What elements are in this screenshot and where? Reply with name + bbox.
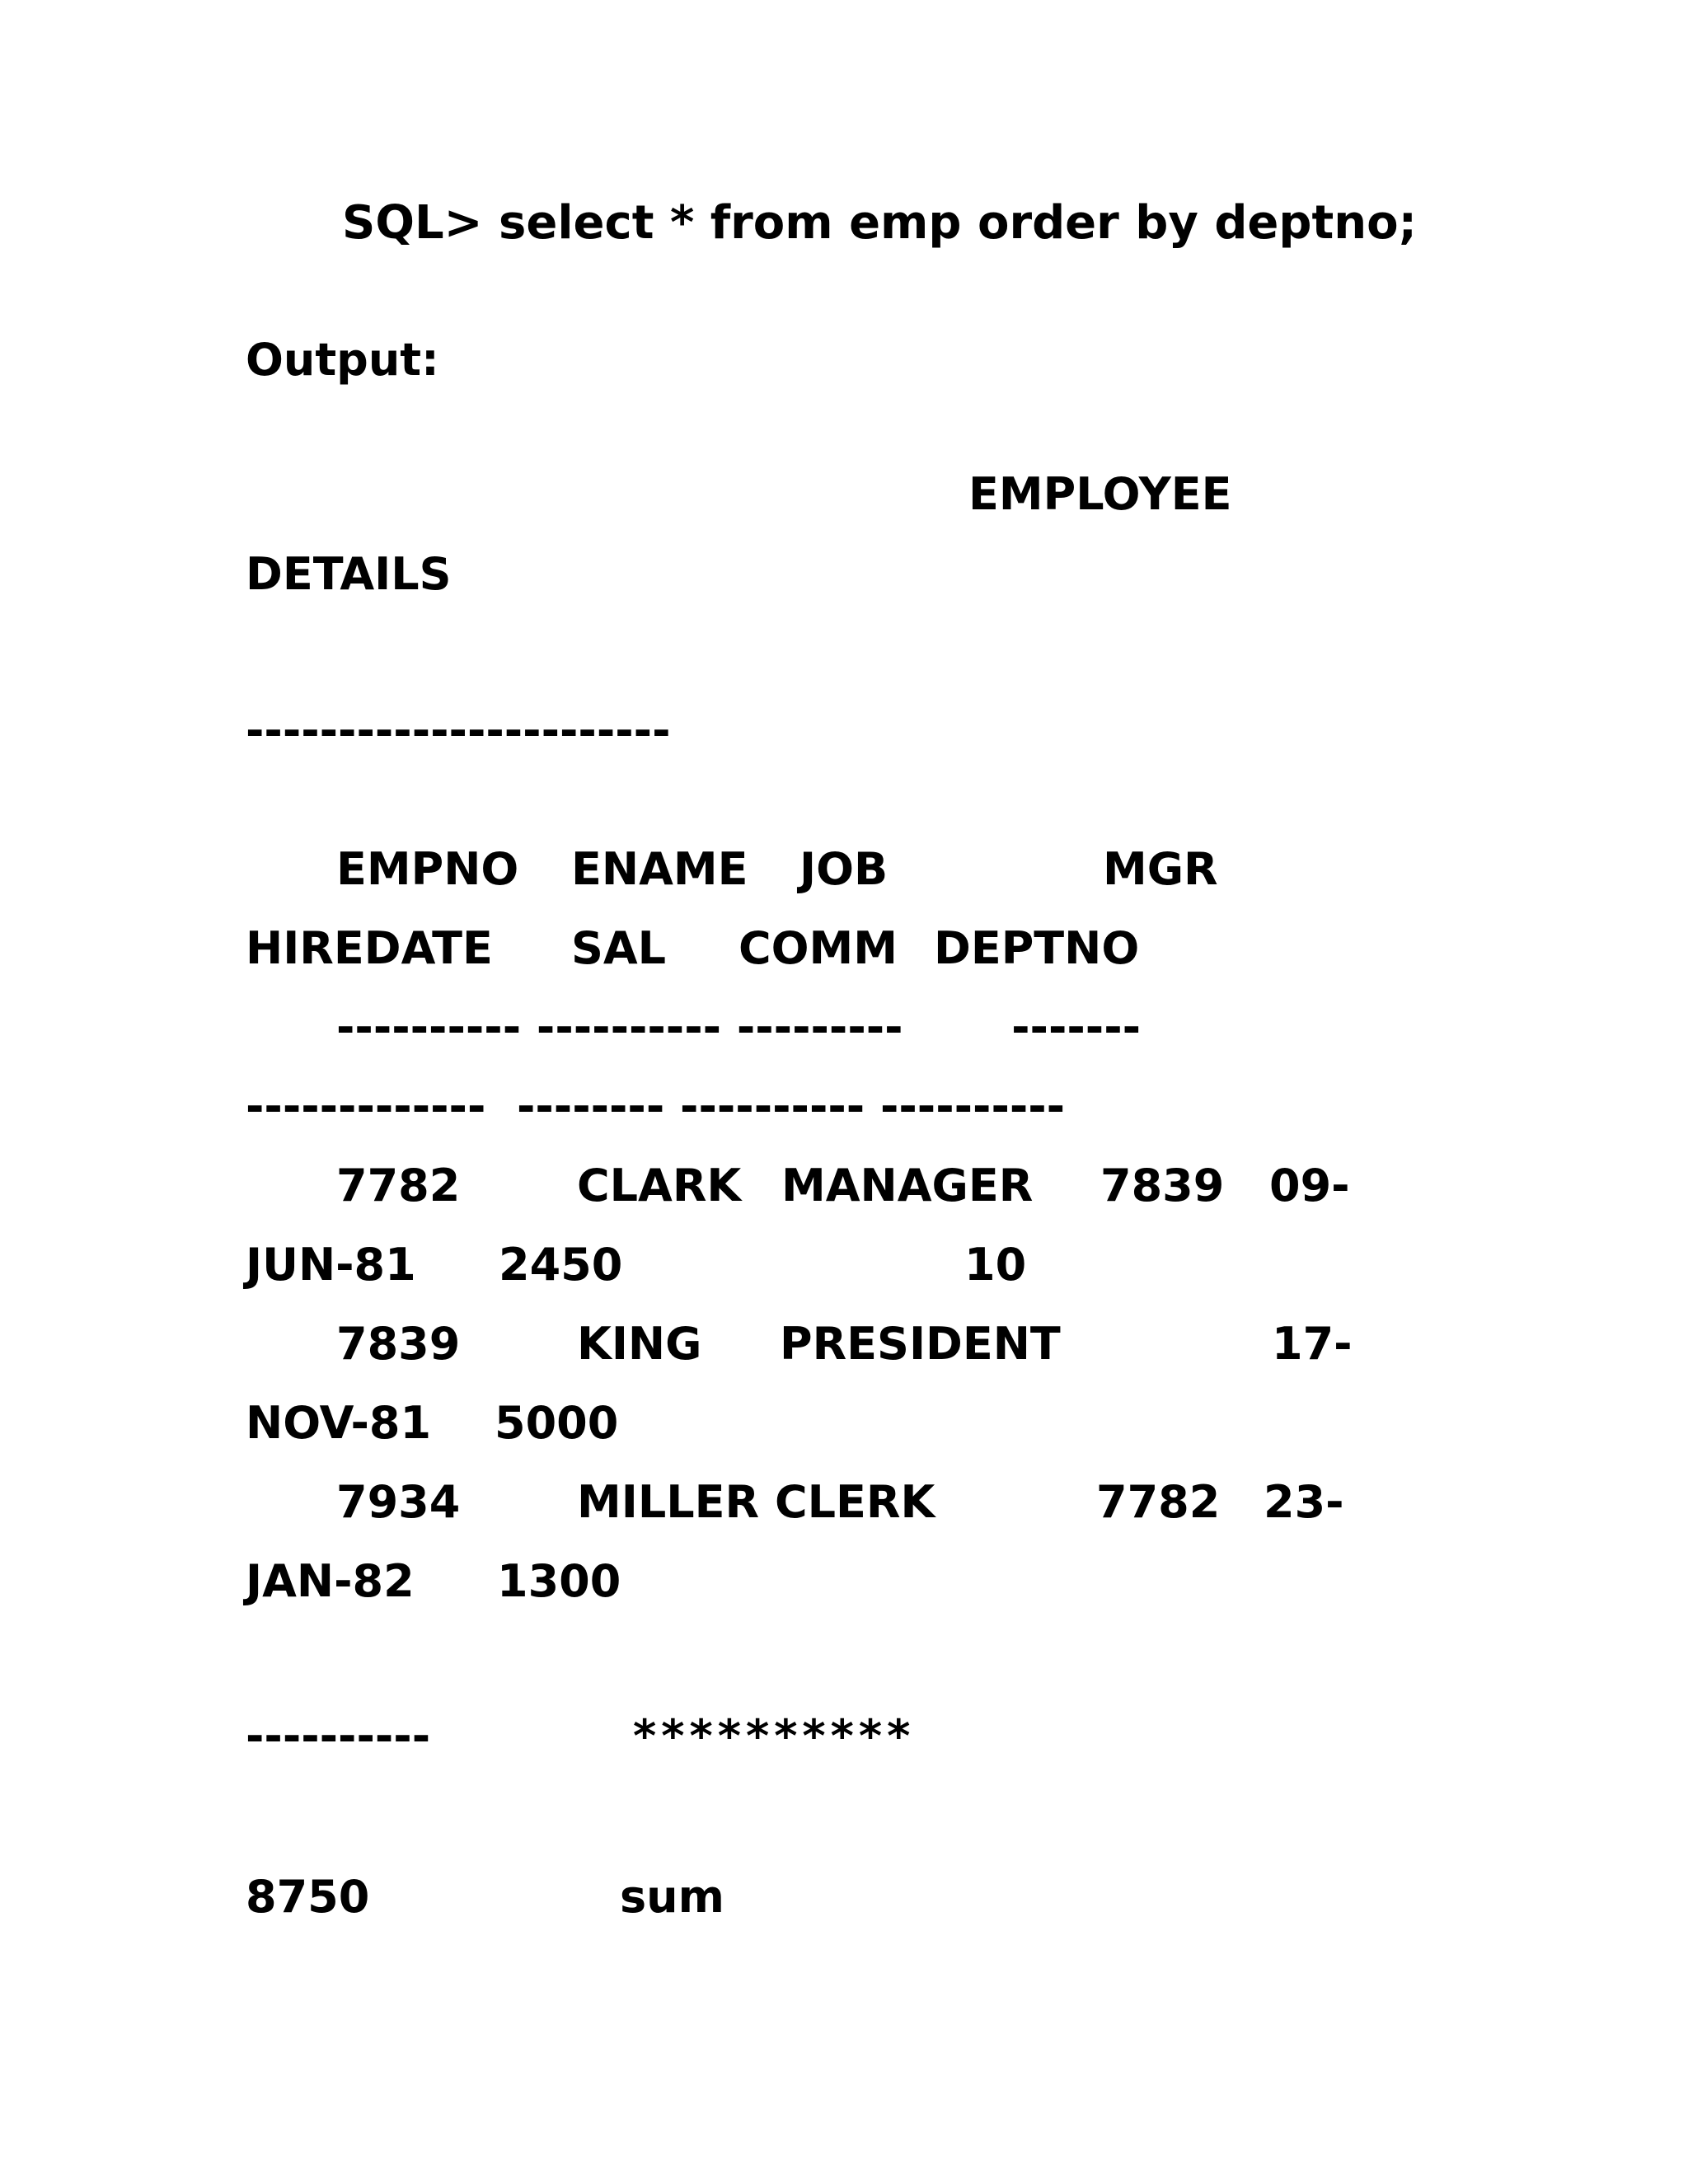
column-header-mgr: MGR	[1103, 843, 1218, 895]
column-header-sal: SAL	[571, 922, 667, 974]
row1-hiredate-part2: JUN-81	[246, 1239, 416, 1291]
row3-job: CLERK	[775, 1476, 935, 1528]
column-header-hiredate: HIREDATE	[246, 922, 493, 974]
header-rule-line1: ---------- ---------- --------- -------	[336, 1001, 1142, 1053]
summary-rule-stars: **********	[633, 1710, 916, 1762]
row1-sal: 2450	[499, 1239, 623, 1291]
summary-total-label: sum	[620, 1871, 724, 1923]
row3-sal: 1300	[497, 1555, 621, 1607]
row3-hiredate-part1: 23-	[1264, 1476, 1344, 1528]
column-header-deptno: DEPTNO	[934, 922, 1140, 974]
row3-ename: MILLER	[577, 1476, 760, 1528]
row1-job: MANAGER	[781, 1160, 1034, 1212]
row3-mgr: 7782	[1096, 1476, 1221, 1528]
row1-deptno: 10	[964, 1239, 1027, 1291]
output-label: Output:	[246, 334, 439, 386]
column-header-empno: EMPNO	[336, 843, 519, 895]
report-title-line2: DETAILS	[246, 548, 452, 600]
row2-ename: KING	[577, 1318, 702, 1370]
row3-hiredate-part2: JAN-82	[246, 1555, 415, 1607]
row1-mgr: 7839	[1100, 1160, 1225, 1212]
column-header-comm: COMM	[738, 922, 898, 974]
report-title-line1: EMPLOYEE	[968, 468, 1232, 520]
report-title-rule: -----------------------	[246, 705, 671, 757]
column-header-job: JOB	[799, 843, 889, 895]
row1-hiredate-part1: 09-	[1269, 1160, 1350, 1212]
row2-sal: 5000	[495, 1397, 619, 1449]
row1-empno: 7782	[336, 1160, 461, 1212]
header-rule-line2: ------------- -------- ---------- ----------	[246, 1080, 1066, 1132]
summary-rule-dashes: ----------	[246, 1710, 431, 1762]
row2-empno: 7839	[336, 1318, 461, 1370]
row2-hiredate-part1: 17-	[1272, 1318, 1353, 1370]
row2-job: PRESIDENT	[780, 1318, 1061, 1370]
sql-command: SQL> select * from emp order by deptno;	[342, 196, 1417, 250]
row2-hiredate-part2: NOV-81	[246, 1397, 432, 1449]
summary-total-value: 8750	[246, 1871, 370, 1923]
row1-ename: CLARK	[577, 1160, 742, 1212]
row3-empno: 7934	[336, 1476, 461, 1528]
column-header-ename: ENAME	[571, 843, 748, 895]
